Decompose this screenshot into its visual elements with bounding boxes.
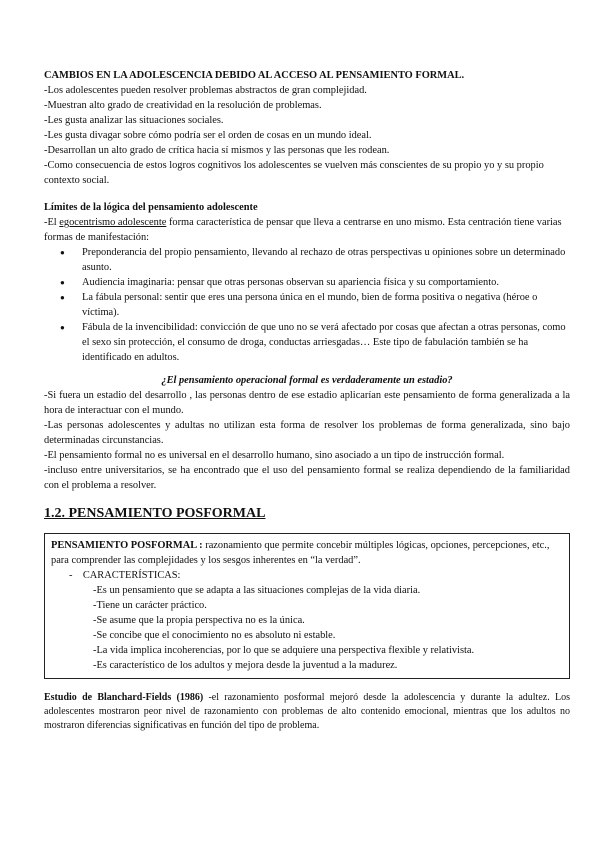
intro-prefix: -El	[44, 217, 60, 228]
intro-suffix: forma característica de pensar que lleva a centrarse en uno mismo. Esta centración tiene varias formas de manifestación:	[44, 217, 562, 243]
characteristic-item: -Es un pensamiento que se adapta a las situaciones complejas de la vida diaria.	[93, 585, 421, 596]
intro-paragraph	[44, 215, 570, 245]
list-item: ● Fábula de la invencibilidad: convicción de que uno no se verá afectado por cosas que afectan a otras personas, como el sexo sin protección, el consumo de droga, conductas arriesgadas… Este tipo de fabulación también se ha identificado en adultos.	[82, 320, 570, 365]
document-page	[44, 68, 570, 733]
study-text: -el razonamiento posformal mejoró desde la adolescencia y durante la adultez. Los adolescentes mostraron peor nivel de razonamiento con problemas de alto contenido emocional, mientras que los adultos no mostraron diferencias significativas en función del tipo de problema.	[44, 692, 570, 731]
term-egocentrismo: egocentrismo adolescente	[59, 217, 167, 228]
text-line: -Como consecuencia de estos logros cognitivos los adolescentes se vuelven más conscientes de su propio yo y su propio contexto social.	[44, 160, 544, 186]
definition-box	[44, 533, 570, 679]
study-title: Estudio de Blanchard-Fields (1986)	[44, 692, 204, 703]
characteristic-item: -Se asume que la propia perspectiva no es la única.	[93, 615, 305, 626]
text-line: -Los adolescentes pueden resolver problemas abstractos de gran complejidad.	[44, 85, 367, 96]
characteristic-item: -Se concibe que el conocimiento no es absoluto ni estable.	[93, 630, 336, 641]
text-line: -Desarrollan un alto grado de crítica hacia sí mismos y las personas que les rodean.	[44, 145, 390, 156]
text-line: -El pensamiento formal no es universal en el desarrollo humano, sino asociado a un tipo de instrucción formal.	[44, 450, 505, 461]
text-line: -Las personas adolescentes y adultas no utilizan esta forma de resolver los problemas de forma generalizada, sino bajo determinadas circunstancias.	[44, 420, 570, 446]
text-line: -Les gusta divagar sobre cómo podría ser el orden de cosas en un mundo ideal.	[44, 130, 372, 141]
text-line: -incluso entre universitarios, se ha encontrado que el uso del pensamiento formal se realiza dependiendo de la familiaridad con el problema a resolver.	[44, 465, 570, 491]
characteristics-label-row	[51, 568, 563, 583]
bullet-list	[44, 245, 570, 365]
characteristic-item: -Tiene un carácter práctico.	[93, 600, 207, 611]
list-item: ● Audiencia imaginaria: pensar que otras personas observan su apariencia física y su comportamiento.	[82, 275, 570, 290]
text-line: -Si fuera un estadio del desarrollo , las personas dentro de ese estadio aplicarían este pensamiento de forma generalizada a la hora de interactuar con el mundo.	[44, 390, 570, 416]
dash-marker: -	[69, 570, 73, 581]
characteristic-item: -Es característico de los adultos y mejora desde la juventud a la madurez.	[93, 660, 398, 671]
section-title-cambios: CAMBIOS EN LA ADOLESCENCIA DEBIDO AL ACCESO AL PENSAMIENTO FORMAL.	[44, 70, 465, 81]
study-paragraph	[44, 691, 570, 733]
definition-term: PENSAMIENTO POSFORMAL :	[51, 540, 203, 551]
section-title-estadio: ¿El pensamiento operacional formal es verdaderamente un estadio?	[161, 375, 453, 386]
list-item: ● La fábula personal: sentir que eres una persona única en el mundo, bien de forma positiva o negativa (héroe o víctima).	[82, 290, 570, 320]
text-line: -Les gusta analizar las situaciones sociales.	[44, 115, 224, 126]
text-line: -Muestran alto grado de creatividad en la resolución de problemas.	[44, 100, 322, 111]
list-item: ● Preponderancia del propio pensamiento, llevando al rechazo de otras perspectivas u opiniones sobre un determinado asunto.	[82, 245, 570, 275]
characteristic-item: -La vida implica incoherencias, por lo que se adquiere una perspectiva flexible y relativista.	[93, 645, 475, 656]
characteristics-label: CARACTERÍSTICAS:	[82, 570, 181, 581]
definition-body: razonamiento que permite concebir múltiples lógicas, opciones, percepciones, etc., para comprender las complejidades y los sesgos inherentes en “la verdad”.	[51, 540, 550, 566]
definition-text	[51, 538, 563, 568]
section-heading-posformal: 1.2. PENSAMIENTO POSFORMAL	[44, 506, 266, 521]
section-title-limites: Límites de la lógica del pensamiento adolescente	[44, 202, 258, 213]
